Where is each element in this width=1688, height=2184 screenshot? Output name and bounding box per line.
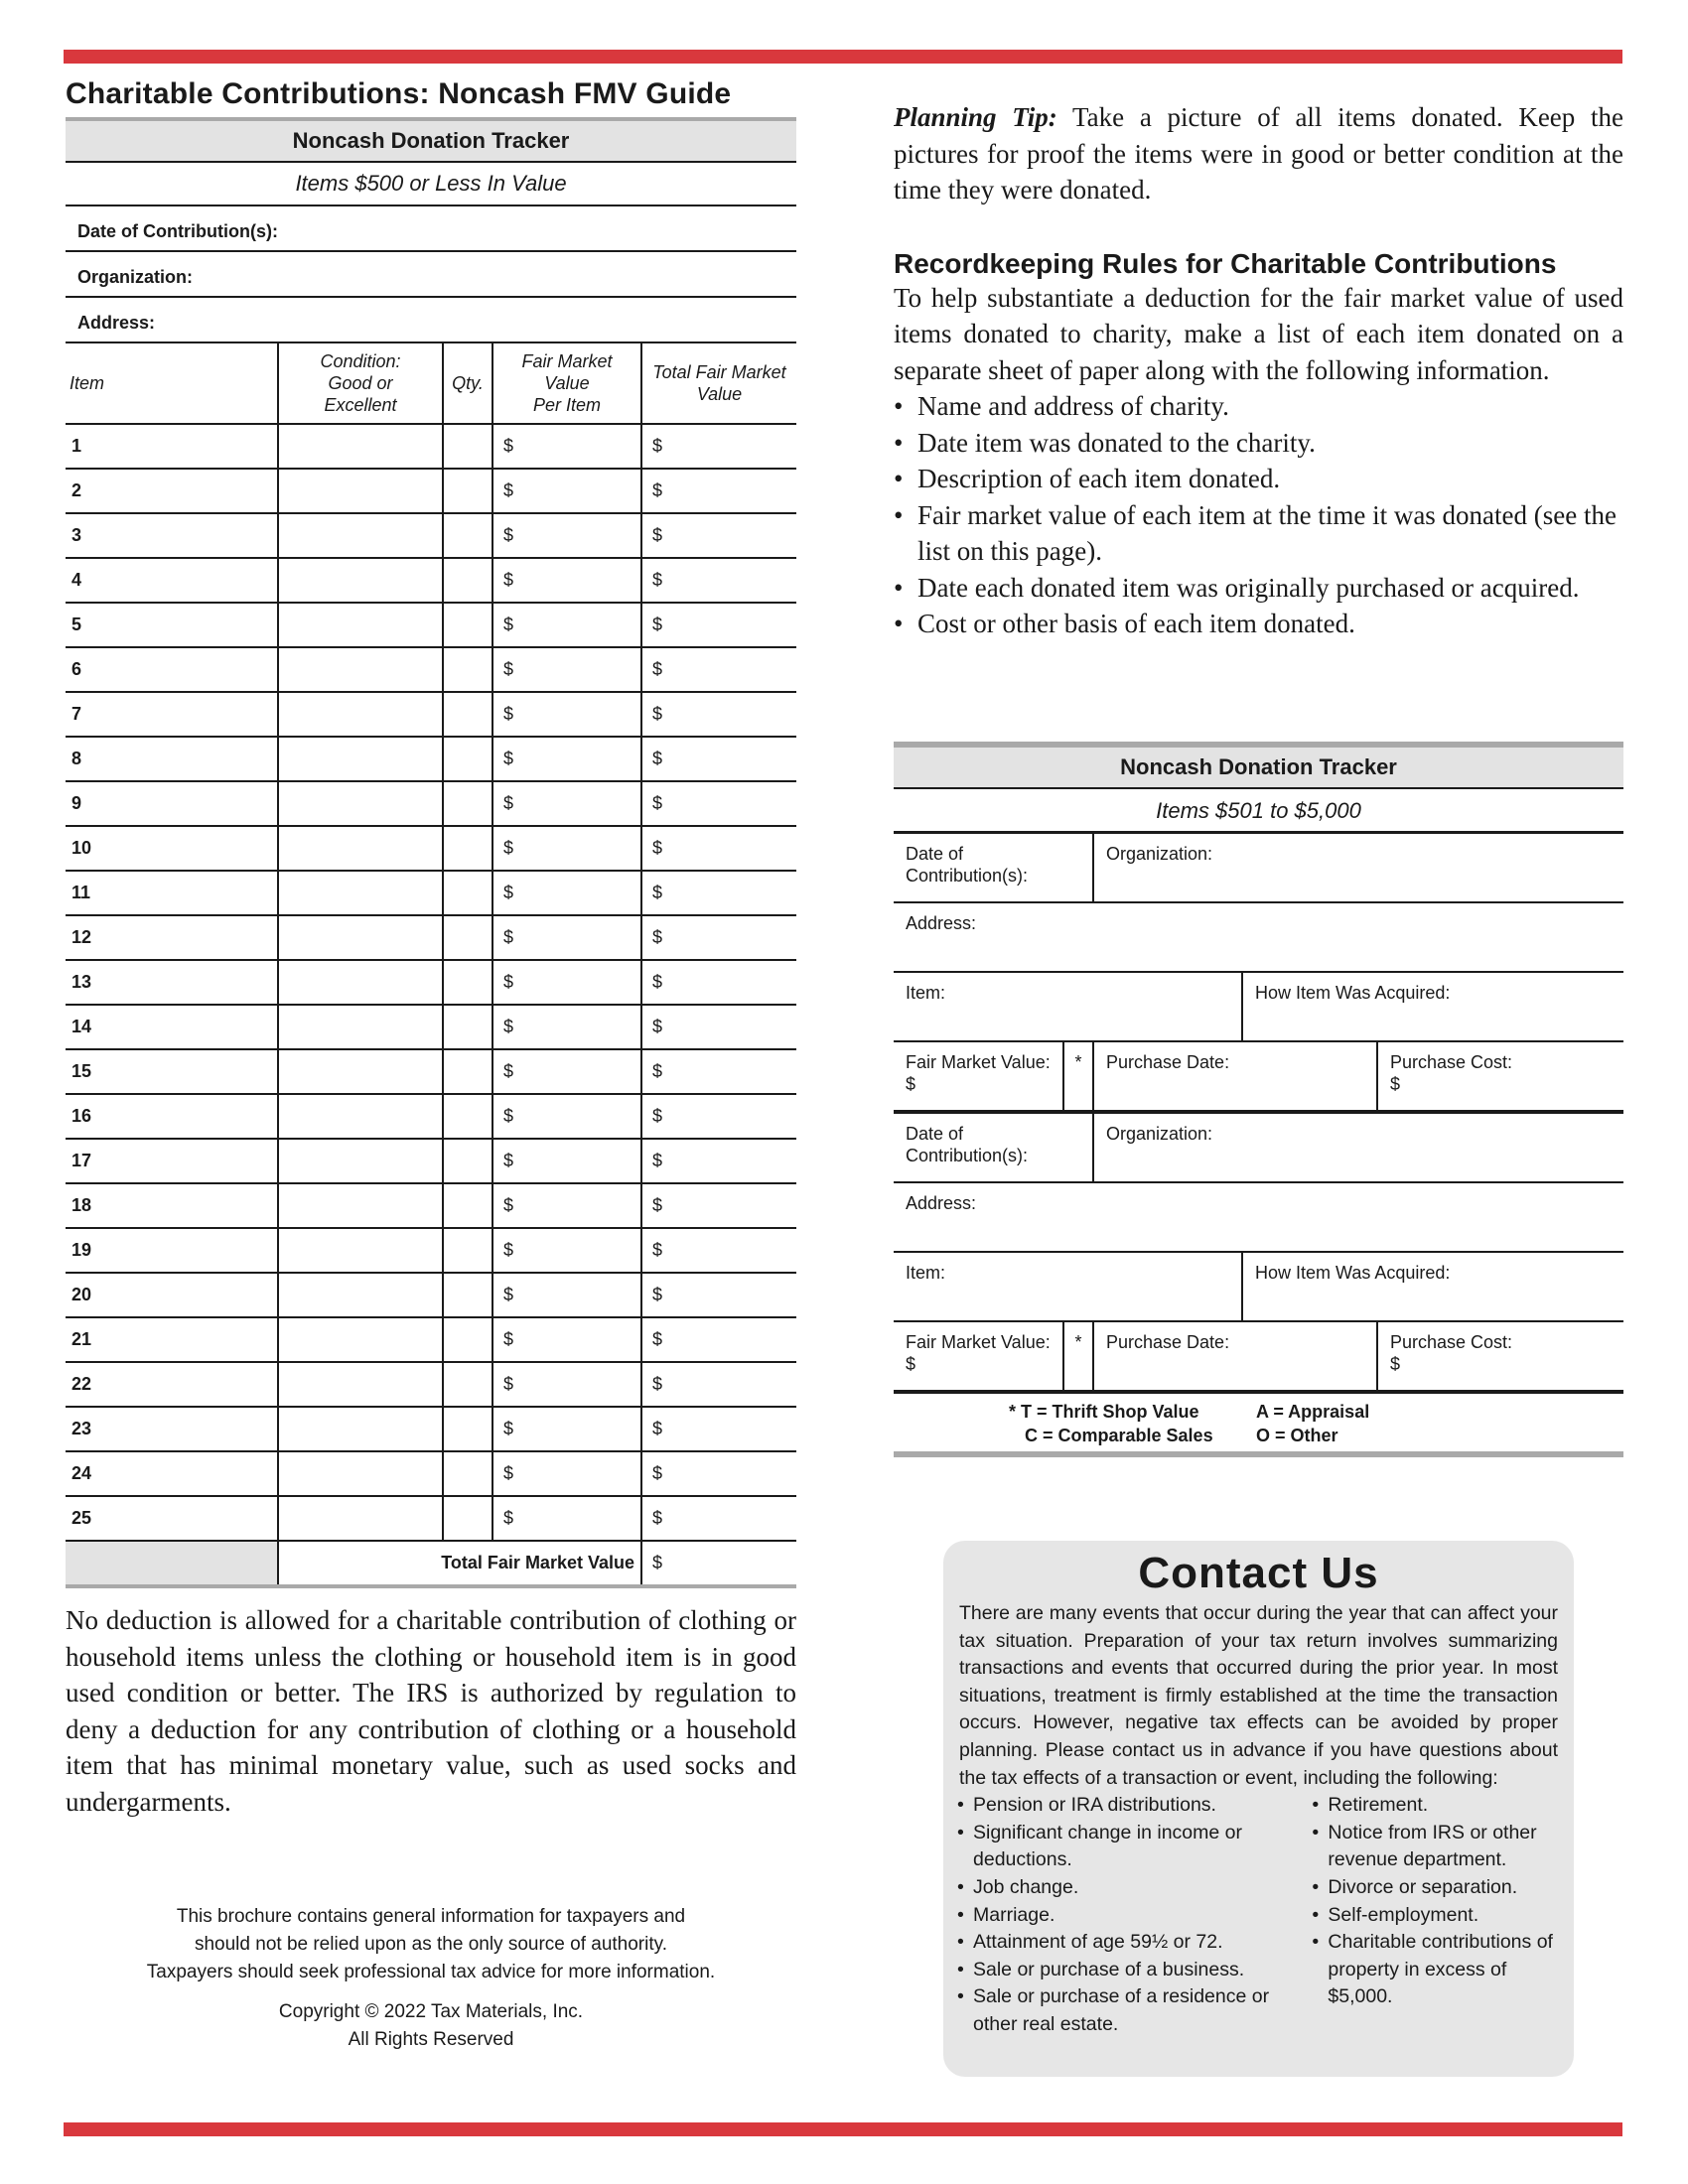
rule-item: • Description of each item donated. (894, 461, 1623, 497)
tracker2-heading: Noncash Donation Tracker (894, 742, 1623, 789)
qty-input[interactable] (443, 1496, 492, 1541)
contact-event-item: • Notice from IRS or other revenue department. (1310, 1820, 1558, 1874)
fmv-per-item-input[interactable]: $ (492, 647, 641, 692)
date-label-line1: Date of (906, 844, 964, 864)
table-row (66, 915, 796, 960)
table-row (66, 960, 796, 1005)
condition-input[interactable] (278, 558, 443, 603)
total-fmv-input[interactable]: $ (641, 1362, 796, 1407)
item-number: 2 (66, 469, 278, 513)
total-fmv-input[interactable]: $ (641, 1139, 796, 1183)
col-condition-header (278, 343, 443, 424)
qty-input[interactable] (443, 1094, 492, 1139)
fmv-per-item-input[interactable]: $ (492, 781, 641, 826)
col-total-line1: Total Fair Market (652, 362, 786, 382)
contact-event-item: • Retirement. (1310, 1792, 1558, 1820)
copyright-line: Copyright © 2022 Tax Materials, Inc. (278, 2001, 584, 2022)
col-total-fmv-header (641, 343, 796, 424)
fmv-per-item-input[interactable]: $ (492, 1317, 641, 1362)
items-table-header (66, 343, 796, 424)
purchase-date-field[interactable]: Purchase Date: (1092, 1042, 1376, 1110)
left-column (66, 77, 796, 2054)
purchase-cost-label: Purchase Cost: (1390, 1332, 1513, 1352)
total-fmv-input[interactable]: $ (641, 1005, 796, 1049)
item-number: 23 (66, 1407, 278, 1451)
date-label-line2: Contribution(s): (906, 1146, 1029, 1165)
total-fmv-input[interactable]: $ (641, 1451, 796, 1496)
table-row (66, 737, 796, 781)
table-row (66, 424, 796, 469)
fmv-per-item-input[interactable]: $ (492, 603, 641, 647)
date-label-line2: Contribution(s): (906, 866, 1029, 886)
planning-tip-label: Planning Tip: (894, 102, 1057, 132)
rights-line: All Rights Reserved (348, 2029, 514, 2050)
planning-tip (894, 99, 1623, 208)
item-number: 12 (66, 915, 278, 960)
rule-item: • Date each donated item was originally purchased or acquired. (894, 570, 1623, 607)
table-row (66, 692, 796, 737)
condition-input[interactable] (278, 1183, 443, 1228)
fmv-per-item-input[interactable]: $ (492, 469, 641, 513)
qty-input[interactable] (443, 915, 492, 960)
total-fmv-input[interactable]: $ (641, 424, 796, 469)
qty-input[interactable] (443, 826, 492, 871)
fmv-label: Fair Market Value: (906, 1052, 1051, 1072)
item-number: 13 (66, 960, 278, 1005)
fmv-per-item-input[interactable]: $ (492, 1094, 641, 1139)
condition-input[interactable] (278, 1451, 443, 1496)
condition-input[interactable] (278, 1273, 443, 1317)
item-number: 15 (66, 1049, 278, 1094)
fmv-per-item-input[interactable]: $ (492, 871, 641, 915)
table-row (66, 871, 796, 915)
purchase-cost-dollar: $ (1390, 1354, 1401, 1374)
total-label: Total Fair Market Value (278, 1541, 641, 1586)
col-condition-line1: Condition: (320, 351, 401, 371)
table-row (66, 647, 796, 692)
rule-item: • Name and address of charity. (894, 388, 1623, 425)
condition-input[interactable] (278, 1049, 443, 1094)
col-fmv-per-item-header (492, 343, 641, 424)
total-fmv-input[interactable]: $ (641, 692, 796, 737)
item-field[interactable]: Item: (906, 1263, 946, 1283)
condition-input[interactable] (278, 1005, 443, 1049)
total-fmv-input[interactable]: $ (641, 871, 796, 915)
qty-input[interactable] (443, 647, 492, 692)
item-number: 3 (66, 513, 278, 558)
table-row (66, 826, 796, 871)
qty-input[interactable] (443, 1228, 492, 1273)
table-row (66, 1005, 796, 1049)
legend-other: O = Other (1256, 1426, 1338, 1445)
fmv-per-item-input[interactable]: $ (492, 1005, 641, 1049)
page-title: Charitable Contributions: Noncash FMV Guide (66, 77, 732, 110)
fmv-per-item-input[interactable]: $ (492, 1496, 641, 1541)
qty-input[interactable] (443, 1451, 492, 1496)
address-label: Address: (906, 913, 977, 933)
recordkeeping-intro: To help substantiate a deduction for the fair market value of used items donated to charity, make a list of each item donated on a separate sheet of paper along with the following information. (894, 282, 1623, 385)
legend-thrift: * T = Thrift Shop Value (1009, 1402, 1199, 1422)
item-number: 11 (66, 871, 278, 915)
disclaimer-line: should not be relied upon as the only source of authority. (194, 1934, 667, 1955)
address-field[interactable] (894, 903, 1623, 973)
qty-input[interactable] (443, 1317, 492, 1362)
rule-item: • Fair market value of each item at the time it was donated (see the list on this page). (894, 497, 1623, 570)
total-fmv-input[interactable]: $ (641, 1407, 796, 1451)
purchase-date-field[interactable]: Purchase Date: (1092, 1322, 1376, 1390)
item-number: 18 (66, 1183, 278, 1228)
disclaimer-line: Taxpayers should seek professional tax advice for more information. (146, 1962, 716, 1982)
fmv-per-item-input[interactable]: $ (492, 1362, 641, 1407)
acquired-code-field[interactable]: * (1062, 1042, 1092, 1110)
disclaimer-line: This brochure contains general information for taxpayers and (176, 1906, 686, 1927)
fmv-per-item-input[interactable]: $ (492, 915, 641, 960)
qty-input[interactable] (443, 737, 492, 781)
item-number: 21 (66, 1317, 278, 1362)
total-fmv-input[interactable]: $ (641, 1273, 796, 1317)
table-row (66, 1049, 796, 1094)
condition-input[interactable] (278, 1317, 443, 1362)
contact-event-item: • Pension or IRA distributions. (955, 1792, 1310, 1820)
tracker2-item-row (894, 973, 1623, 1042)
total-fmv-input[interactable]: $ (641, 1183, 796, 1228)
table-row (66, 1139, 796, 1183)
condition-input[interactable] (278, 1139, 443, 1183)
tracker2-value-row (894, 1042, 1623, 1114)
contact-event-item: • Divorce or separation. (1310, 1874, 1558, 1902)
disclaimer-block (66, 1903, 796, 2054)
total-fmv-input[interactable]: $ (641, 781, 796, 826)
organization-field[interactable]: Organization: (1092, 1114, 1623, 1181)
fmv-per-item-input[interactable]: $ (492, 1183, 641, 1228)
condition-input[interactable] (278, 1362, 443, 1407)
table-row (66, 1228, 796, 1273)
table-row (66, 1496, 796, 1541)
fmv-per-item-input[interactable]: $ (492, 1139, 641, 1183)
condition-input[interactable] (278, 960, 443, 1005)
qty-input[interactable] (443, 1183, 492, 1228)
fmv-per-item-input[interactable]: $ (492, 826, 641, 871)
date-label-line1: Date of (906, 1124, 964, 1144)
condition-input[interactable] (278, 826, 443, 871)
total-blank-cell (66, 1541, 278, 1586)
qty-input[interactable] (443, 781, 492, 826)
items-table (66, 343, 796, 1588)
qty-input[interactable] (443, 960, 492, 1005)
item-number: 14 (66, 1005, 278, 1049)
fmv-dollar: $ (906, 1074, 916, 1094)
tracker2-subheading: Items $501 to $5,000 (894, 789, 1623, 834)
legend-comparable: C = Comparable Sales (1025, 1426, 1213, 1445)
total-fmv-input[interactable]: $ (641, 1541, 796, 1586)
fmv-dollar: $ (906, 1354, 916, 1374)
fmv-per-item-input[interactable]: $ (492, 1451, 641, 1496)
total-fmv-input[interactable]: $ (641, 1228, 796, 1273)
qty-input[interactable] (443, 692, 492, 737)
tracker2-entry (894, 834, 1623, 1114)
table-row (66, 1407, 796, 1451)
rule-item: • Date item was donated to the charity. (894, 425, 1623, 462)
top-red-bar (64, 50, 1622, 64)
item-number: 20 (66, 1273, 278, 1317)
organization-field[interactable]: Organization: (66, 252, 796, 298)
total-fmv-input[interactable]: $ (641, 1094, 796, 1139)
table-row (66, 781, 796, 826)
item-number: 8 (66, 737, 278, 781)
total-fmv-input[interactable]: $ (641, 960, 796, 1005)
how-acquired-field[interactable]: How Item Was Acquired: (1241, 973, 1623, 1040)
contact-event-lists (955, 1792, 1558, 2038)
condition-input[interactable] (278, 737, 443, 781)
recordkeeping-title: Recordkeeping Rules for Charitable Contributions (894, 247, 1557, 279)
date-of-contribution-field[interactable]: Date of Contribution(s): (66, 206, 796, 252)
qty-input[interactable] (443, 558, 492, 603)
item-number: 17 (66, 1139, 278, 1183)
item-number: 4 (66, 558, 278, 603)
table-row (66, 603, 796, 647)
fmv-per-item-input[interactable]: $ (492, 960, 641, 1005)
fmv-per-item-input[interactable]: $ (492, 1273, 641, 1317)
table-row (66, 1273, 796, 1317)
item-number: 5 (66, 603, 278, 647)
condition-input[interactable] (278, 915, 443, 960)
contact-event-item: • Attainment of age 59½ or 72. (955, 1929, 1310, 1957)
condition-input[interactable] (278, 1228, 443, 1273)
date-of-contribution-field[interactable] (894, 1114, 1092, 1181)
table-row (66, 1094, 796, 1139)
qty-input[interactable] (443, 1407, 492, 1451)
item-number: 16 (66, 1094, 278, 1139)
table-row (66, 469, 796, 513)
contact-event-item: • Job change. (955, 1874, 1310, 1902)
fmv-field[interactable] (894, 1322, 1062, 1390)
purchase-cost-label: Purchase Cost: (1390, 1052, 1513, 1072)
col-fmv-line3: Per Item (532, 395, 602, 415)
col-qty-header: Qty. (443, 343, 492, 424)
fmv-per-item-input[interactable]: $ (492, 692, 641, 737)
item-number: 1 (66, 424, 278, 469)
qty-input[interactable] (443, 603, 492, 647)
table-row (66, 513, 796, 558)
fmv-per-item-input[interactable]: $ (492, 1049, 641, 1094)
col-fmv-line2: Value (544, 373, 590, 393)
tracker2-item-row (894, 1253, 1623, 1322)
fmv-per-item-input[interactable]: $ (492, 1228, 641, 1273)
fmv-label: Fair Market Value: (906, 1332, 1051, 1352)
condition-input[interactable] (278, 424, 443, 469)
condition-input[interactable] (278, 781, 443, 826)
qty-input[interactable] (443, 1139, 492, 1183)
col-condition-line3: Excellent (324, 395, 397, 415)
total-fmv-input[interactable]: $ (641, 603, 796, 647)
item-number: 10 (66, 826, 278, 871)
item-number: 24 (66, 1451, 278, 1496)
tracker2-date-org-row (894, 1114, 1623, 1183)
total-fmv-input[interactable]: $ (641, 469, 796, 513)
table-row (66, 1317, 796, 1362)
rule-item: • Cost or other basis of each item donated. (894, 606, 1623, 642)
purchase-cost-dollar: $ (1390, 1074, 1401, 1094)
qty-input[interactable] (443, 1005, 492, 1049)
acquired-code-legend (894, 1394, 1623, 1457)
purchase-cost-field[interactable] (1376, 1322, 1623, 1390)
contact-event-item: • Self-employment. (1310, 1902, 1558, 1930)
total-fmv-input[interactable]: $ (641, 1317, 796, 1362)
qty-input[interactable] (443, 1049, 492, 1094)
total-fmv-input[interactable]: $ (641, 1049, 796, 1094)
total-fmv-input[interactable]: $ (641, 558, 796, 603)
condition-input[interactable] (278, 603, 443, 647)
how-acquired-field[interactable]: How Item Was Acquired: (1241, 1253, 1623, 1320)
qty-input[interactable] (443, 871, 492, 915)
item-number: 25 (66, 1496, 278, 1541)
purchase-cost-field[interactable] (1376, 1042, 1623, 1110)
total-fmv-input[interactable]: $ (641, 826, 796, 871)
item-number: 7 (66, 692, 278, 737)
address-label: Address: (906, 1193, 977, 1213)
qty-input[interactable] (443, 469, 492, 513)
tracker2-date-org-row (894, 834, 1623, 903)
table-row (66, 1362, 796, 1407)
contact-title: Contact Us (1138, 1549, 1379, 1597)
qty-input[interactable] (443, 1362, 492, 1407)
fmv-per-item-input[interactable]: $ (492, 737, 641, 781)
table-row (66, 1183, 796, 1228)
contact-event-item: • Sale or purchase of a business. (955, 1957, 1310, 1984)
condition-input[interactable] (278, 871, 443, 915)
organization-field[interactable]: Organization: (1092, 834, 1623, 901)
contact-text: There are many events that occur during the year that can affect your tax situation. Preparation of your tax return involves summarizing transactions and events that occurred during the prior year. In most situations, treatment is firmly established at the time the transaction occurs. However, negative tax effects can be avoided by proper planning. Please contact us in advance if you have questions about the tax effects of a transaction or event, including the following: (959, 1602, 1558, 1789)
tracker-small (66, 117, 796, 1588)
total-fmv-input[interactable]: $ (641, 647, 796, 692)
planning-tip-text: Take a picture of all items donated. Keep the pictures for proof the items were in good or better condition at the time they were donated. (894, 102, 1624, 205)
col-condition-line2: Good or (328, 373, 393, 393)
fmv-per-item-input[interactable]: $ (492, 558, 641, 603)
acquired-code-field[interactable]: * (1062, 1322, 1092, 1390)
tracker-heading: Noncash Donation Tracker (66, 117, 796, 163)
qty-input[interactable] (443, 424, 492, 469)
contact-list-right (1310, 1792, 1558, 2038)
item-number: 22 (66, 1362, 278, 1407)
table-row (66, 1451, 796, 1496)
tracker-large (894, 742, 1623, 1457)
condition-input[interactable] (278, 1094, 443, 1139)
tracker-subheading: Items $500 or Less In Value (66, 163, 796, 206)
total-fmv-input[interactable]: $ (641, 1496, 796, 1541)
items-table-body (66, 424, 796, 1541)
contact-us-box (943, 1541, 1574, 2077)
fmv-per-item-input[interactable]: $ (492, 513, 641, 558)
item-field[interactable]: Item: (906, 983, 946, 1003)
tracker2-entry (894, 1114, 1623, 1394)
total-fmv-input[interactable]: $ (641, 513, 796, 558)
contact-list-left (955, 1792, 1310, 2038)
contact-event-item: • Marriage. (955, 1902, 1310, 1930)
condition-input[interactable] (278, 513, 443, 558)
fmv-per-item-input[interactable]: $ (492, 424, 641, 469)
item-number: 6 (66, 647, 278, 692)
tracker2-value-row (894, 1322, 1623, 1394)
fmv-per-item-input[interactable]: $ (492, 1407, 641, 1451)
legend-appraisal: A = Appraisal (1256, 1402, 1370, 1422)
recordkeeping-list (894, 388, 1623, 642)
col-item-header: Item (66, 343, 278, 424)
item-number: 19 (66, 1228, 278, 1273)
qty-input[interactable] (443, 1273, 492, 1317)
deduction-note: No deduction is allowed for a charitable contribution of clothing or household items unless the clothing or household item is in good used condition or better. The IRS is authorized by regulation to deny a deduction for any contribution of clothing or a household item that has minimal monetary value, such as used socks and undergarments. (66, 1605, 796, 1817)
col-fmv-line1: Fair Market (521, 351, 613, 371)
fmv-field[interactable] (894, 1042, 1062, 1110)
total-row (66, 1541, 796, 1586)
condition-input[interactable] (278, 1407, 443, 1451)
table-row (66, 558, 796, 603)
contact-event-item: • Sale or purchase of a residence or other real estate. (955, 1983, 1310, 2038)
bottom-red-bar (64, 2122, 1622, 2136)
address-field[interactable] (894, 1183, 1623, 1253)
total-fmv-input[interactable]: $ (641, 915, 796, 960)
date-of-contribution-field[interactable] (894, 834, 1092, 901)
condition-input[interactable] (278, 647, 443, 692)
total-fmv-input[interactable]: $ (641, 737, 796, 781)
address-field[interactable]: Address: (66, 298, 796, 343)
qty-input[interactable] (443, 513, 492, 558)
item-number: 9 (66, 781, 278, 826)
contact-event-item: • Significant change in income or deductions. (955, 1820, 1310, 1874)
right-column (894, 99, 1623, 642)
col-total-line2: Value (696, 384, 743, 404)
condition-input[interactable] (278, 1496, 443, 1541)
condition-input[interactable] (278, 692, 443, 737)
condition-input[interactable] (278, 469, 443, 513)
contact-event-item: • Charitable contributions of property in excess of $5,000. (1310, 1929, 1558, 2011)
